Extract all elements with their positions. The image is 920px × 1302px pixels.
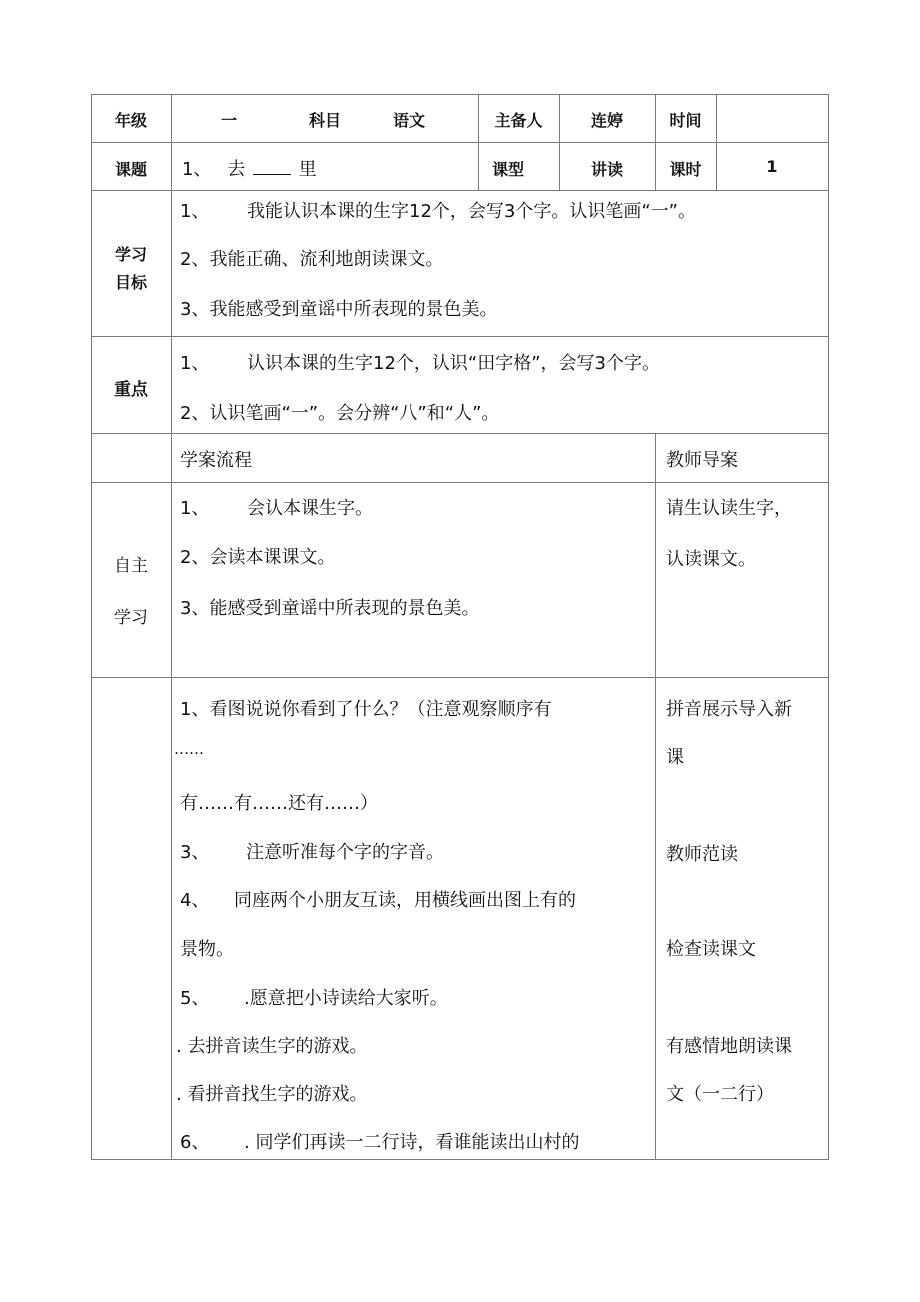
activity-number: 6、	[180, 1132, 210, 1153]
activity-number: 3、	[180, 842, 210, 863]
activity-line: 景物。	[180, 939, 234, 960]
activity-teacher-note: 有感情地朗读课	[666, 1036, 792, 1057]
col-divider	[655, 433, 656, 1160]
topic-label: 课题	[114, 160, 147, 179]
topic-blank	[253, 158, 291, 175]
self-study-item: 会认本课生字。	[247, 498, 373, 519]
activity-line: 有……有……还有……）	[180, 793, 378, 814]
activity-line: 1、看图说说你看到了什么？（注意观察顺序有	[180, 699, 552, 720]
activity-line: .愿意把小诗读给大家听。	[244, 988, 448, 1009]
self-study-item: 2、会读本课课文。	[180, 547, 336, 568]
periods-label: 课时	[669, 160, 702, 179]
activity-number: 5、	[180, 988, 210, 1009]
key-point-item: 2、认识笔画“一”。会分辨“八”和“人”。	[180, 403, 500, 424]
row-divider	[91, 142, 829, 143]
activity-number: 4、	[180, 890, 210, 911]
periods-value: 1	[766, 157, 778, 176]
activity-teacher-note: 检查读课文	[666, 939, 756, 960]
col-divider	[716, 94, 717, 191]
self-study-teacher-note: 认读课文。	[666, 549, 756, 570]
self-study-label	[91, 540, 171, 644]
time-label: 时间	[669, 111, 702, 130]
self-study-label-line: 自主	[114, 556, 148, 576]
preparer-value: 连婷	[590, 111, 623, 130]
activity-teacher-note: 教师范读	[666, 844, 738, 865]
key-points-label: 重点	[114, 380, 148, 400]
subject-value: 语文	[393, 111, 426, 130]
grade-label: 年级	[114, 111, 147, 130]
col-divider	[171, 94, 172, 1160]
self-study-label-line: 学习	[114, 608, 148, 628]
row-divider	[91, 190, 829, 191]
self-study-item: 3、能感受到童谣中所表现的景色美。	[180, 598, 480, 619]
topic-number: 1、	[182, 159, 212, 180]
subject-label: 科目	[309, 111, 342, 130]
row-divider	[91, 482, 829, 483]
activity-line: . 同学们再读一二行诗，看谁能读出山村的	[244, 1132, 580, 1153]
row-divider	[91, 433, 829, 434]
objective-item: 3、我能感受到童谣中所表现的景色美。	[180, 299, 498, 320]
topic-suffix: 里	[298, 159, 317, 180]
activity-line: 注意听准每个字的字音。	[246, 842, 444, 863]
lesson-type-label: 课型	[491, 160, 524, 179]
grade-value: 一	[221, 111, 238, 130]
preparer-label: 主备人	[494, 111, 543, 130]
activity-teacher-note: 拼音展示导入新	[666, 699, 792, 720]
row-divider	[91, 677, 829, 678]
objective-number: 1、	[180, 201, 210, 222]
objectives-label	[91, 241, 171, 297]
row-divider	[91, 336, 829, 337]
table-border-right	[828, 94, 829, 1160]
lesson-type-value: 讲读	[590, 160, 623, 179]
key-point-item: 认识本课的生字12个，认识“田字格”，会写3个字。	[247, 353, 661, 374]
activity-teacher-note: 课	[666, 747, 684, 768]
activity-line: . 看拼音找生字的游戏。	[176, 1084, 368, 1105]
objective-item: 我能认识本课的生字12个，会写3个字。认识笔画“一”。	[247, 201, 697, 222]
objectives-label-line: 目标	[114, 273, 147, 292]
student-flow-header: 学案流程	[180, 450, 252, 471]
self-study-number: 1、	[180, 498, 210, 519]
activity-line: 同座两个小朋友互读，用横线画出图上有的	[234, 890, 576, 911]
topic-title	[182, 155, 317, 181]
activity-line: . 去拼音读生字的游戏。	[176, 1036, 368, 1057]
activity-teacher-note: 文（一二行）	[666, 1084, 774, 1105]
key-point-number: 1、	[180, 353, 210, 374]
self-study-teacher-note: 请生认读生字，	[666, 498, 792, 519]
table-border-bottom	[91, 1159, 829, 1160]
topic-prefix: 去	[227, 159, 246, 180]
objective-item: 2、我能正确、流利地朗读课文。	[180, 249, 444, 270]
table-border-top	[91, 94, 829, 95]
objectives-label-line: 学习	[114, 245, 147, 264]
activity-line: ……	[174, 740, 204, 758]
teacher-guide-header: 教师导案	[666, 450, 738, 471]
